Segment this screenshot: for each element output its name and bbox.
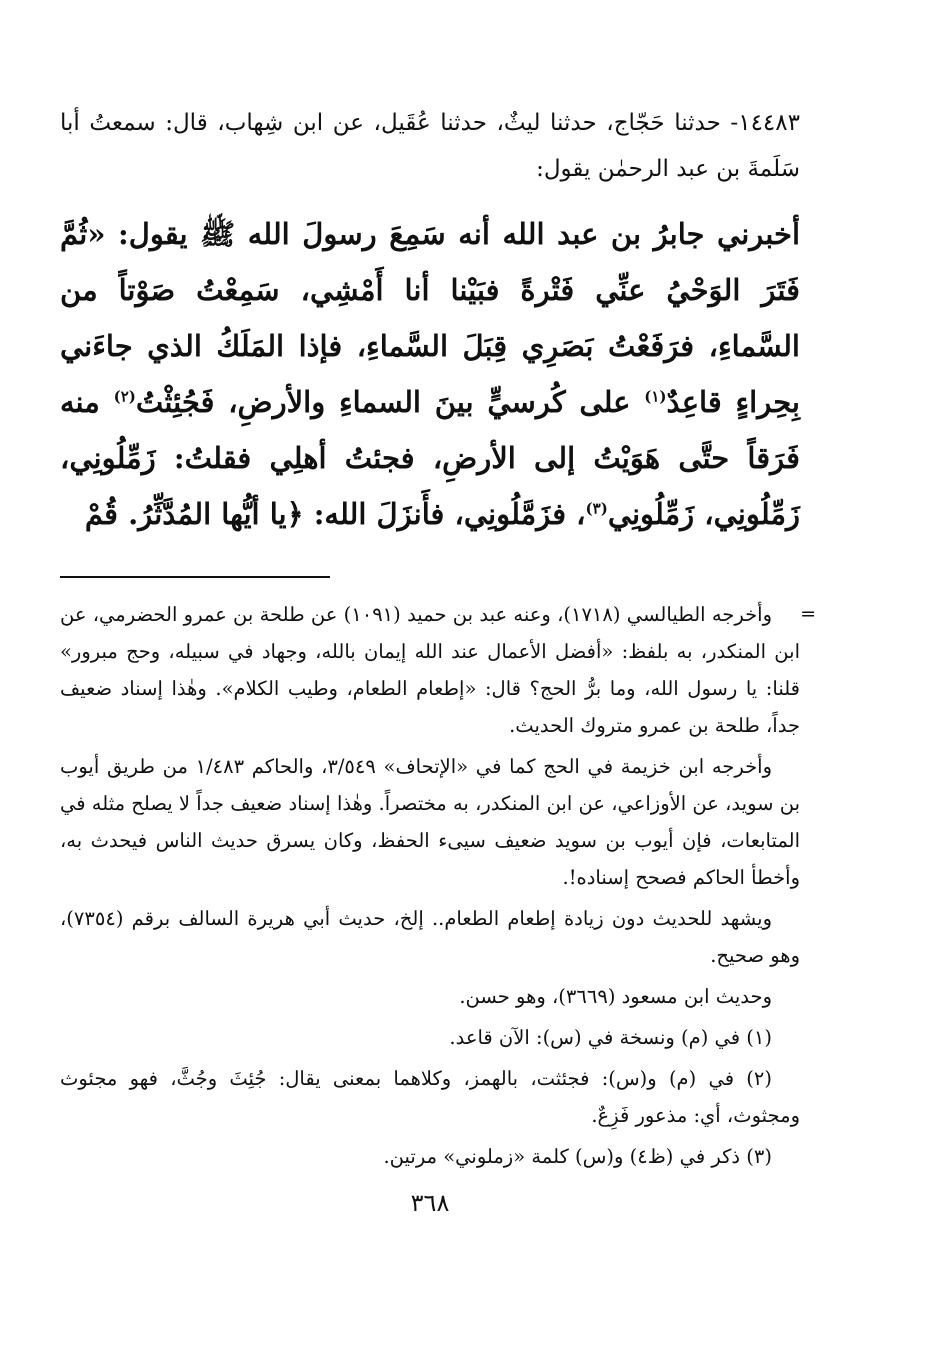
footnote-1: (١) في (م) ونسخة في (س): الآن قاعد. [449,1026,772,1049]
book-page [60,80,816,1320]
footnotes-section [60,596,816,1175]
matn-part-1: أخبرني جابرُ بن عبد الله أنه سَمِعَ رسولَ الله ﷺ يقول: «ثُمَّ فَتَرَ الوَحْيُ عنِّي فَتْرةً فبَيْنا أنا أَمْشِي، سَمِعْتُ صَوْتاً من السَّماءِ، فرَفَعْتُ بَصَرِي قِبَلَ السَّماءِ، فإذا المَلَكُ الذي جاءَني بِحِراءٍ قاعِدٌ [60,217,800,419]
hadith-matn [60,206,800,542]
footnote-marker-1: (١) [644,387,667,406]
footnote-paragraph [60,596,816,744]
matn-part-2: على كُرسيٍّ بينَ السماءِ والأرضِ، فَجُئِثْتُ [135,385,645,419]
footnote-paragraph: وحديث ابن مسعود (٣٦٦٩)، وهو حسن. [459,985,772,1008]
continuation-mark: = [800,603,816,625]
footnote-3: (٣) ذكر في (ظ٤) و(س) كلمة «زملوني» مرتين. [383,1145,772,1168]
hadith-isnad: ١٤٤٨٣- حدثنا حَجّاج، حدثنا ليثٌ، حدثنا عُقَيل، عن ابن شِهاب، قال: سمعتُ أبا سَلَمةَ بن عبد الرحمٰن يقول: [60,110,800,182]
footnote-marker-3: (٣) [585,499,608,518]
matn-part-4: ، فزَمَّلُونِي، فأَنزَلَ الله: ﴿يا أيُّها المُدَّثِّرُ. قُمْ [84,497,586,531]
footnote-2: (٢) في (م) و(س): فجئثت، بالهمز، وكلاهما بمعنى يقال: جُئِثَ وجُثَّ، فهو مجئوث ومجثوث، أي: مذعور فَزِعٌ. [60,1067,800,1127]
footnote-paragraph: وأخرجه ابن خزيمة في الحج كما في «الإتحاف» ٣/٥٤٩، والحاكم ١/٤٨٣ من طريق أيوب بن سويد، عن الأوزاعي، عن ابن المنكدر، به مختصراً. وهٰذا إسناد ضعيف جداً لا يصلح مثله في المتابعات، فإن أيوب بن سويد ضعيف سيىء الحفظ، وكان يسرق حديث الناس فيحدث به، وأخطأ الحاكم فصحح إسناده!. [60,755,800,889]
page-number: ٣٦٨ [410,1189,450,1217]
footnote-marker-2: (٢) [113,387,136,406]
matn-part-3: منه فَرَقاً حتَّى هَوَيْتُ إلى الأرضِ، فجئتُ أهلِي فقلتُ: زَمِّلُونِي، زَمِّلُونِي، زَمِّلُونِي [60,385,800,531]
footnote-text: وأخرجه الطيالسي (١٧١٨)، وعنه عبد بن حميد (١٠٩١) عن طلحة بن عمرو الحضرمي، عن ابن المنكدر، به بلفظ: «أفضل الأعمال عند الله إيمان بالله، وجهاد في سبيله، وحج مبرور» قلنا: يا رسول الله، وما برُّ الحج؟ قال: «إطعام الطعام، وطيب الكلام». وهٰذا إسناد ضعيف جداً، طلحة بن عمرو متروك الحديث. [60,603,800,737]
footnote-paragraph: ويشهد للحديث دون زيادة إطعام الطعام.. إلخ، حديث أبي هريرة السالف برقم (٧٣٥٤)، وهو صحيح. [60,907,800,967]
footnote-separator [60,576,330,578]
